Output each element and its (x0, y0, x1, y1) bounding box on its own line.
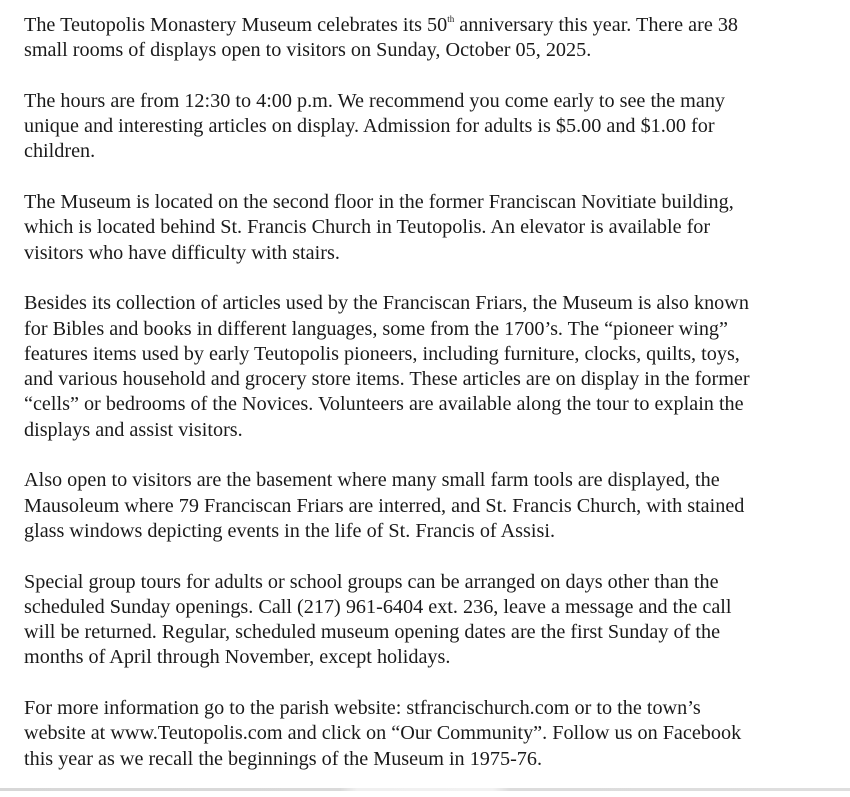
text-line: glass windows depicting events in the life of St. Francis of Assisi. (24, 519, 555, 542)
paragraph-location (24, 190, 834, 266)
text-line: Besides its collection of articles used by the Franciscan Friars, the Museum is also known (24, 292, 749, 315)
text-run: The Teutopolis Monastery Museum celebrates its 50 (24, 14, 448, 36)
paragraph-also-open (24, 468, 834, 544)
text-line: features items used by early Teutopolis pioneers, including furniture, clocks, quilts, toys, (24, 342, 740, 365)
text-line: this year as we recall the beginnings of the Museum in 1975-76. (24, 747, 543, 770)
text-run: anniversary this year. There are 38 (454, 14, 739, 36)
text-line: will be returned. Regular, scheduled museum opening dates are the first Sunday of the (24, 621, 721, 644)
text-line: Special group tours for adults or school groups can be arranged on days other than the (24, 570, 719, 593)
text-line: children. (24, 140, 96, 163)
text-line: The Museum is located on the second floor in the former Franciscan Novitiate building, (24, 191, 734, 214)
text-line: website at www.Teutopolis.com and click on “Our Community”. Follow us on Facebook (24, 722, 742, 745)
text-line (24, 13, 834, 38)
text-line: visitors who have difficulty with stairs. (24, 241, 340, 264)
paragraph-anniversary (24, 13, 834, 64)
paragraph-group-tours (24, 570, 834, 671)
text-line: displays and assist visitors. (24, 418, 243, 441)
text-line: unique and interesting articles on display. Admission for adults is $5.00 and $1.00 for (24, 115, 715, 138)
text-line: and various household and grocery store items. These articles are on display in the former (24, 368, 750, 391)
text-line: which is located behind St. Francis Church in Teutopolis. An elevator is available for (24, 216, 711, 239)
ordinal-superscript: th (447, 14, 455, 24)
text-line: months of April through November, except holidays. (24, 646, 451, 669)
text-line: Mausoleum where 79 Franciscan Friars are interred, and St. Francis Church, with stained (24, 494, 745, 517)
text-line: scheduled Sunday openings. Call (217) 961-6404 ext. 236, leave a message and the call (24, 595, 732, 618)
text-line: small rooms of displays open to visitors on Sunday, October 05, 2025. (24, 39, 592, 62)
paragraph-collection (24, 291, 834, 443)
text-line: Also open to visitors are the basement where many small farm tools are displayed, the (24, 469, 720, 492)
text-line: “cells” or bedrooms of the Novices. Volunteers are available along the tour to explain the (24, 393, 744, 416)
text-line: For more information go to the parish website: stfrancischurch.com or to the town’s (24, 697, 701, 720)
text-line: The hours are from 12:30 to 4:00 p.m. We recommend you come early to see the many (24, 89, 726, 112)
text-line: for Bibles and books in different languages, some from the 1700’s. The “pioneer wing” (24, 317, 728, 340)
document-body (24, 13, 834, 797)
paragraph-more-info (24, 696, 834, 772)
paragraph-hours (24, 89, 834, 165)
